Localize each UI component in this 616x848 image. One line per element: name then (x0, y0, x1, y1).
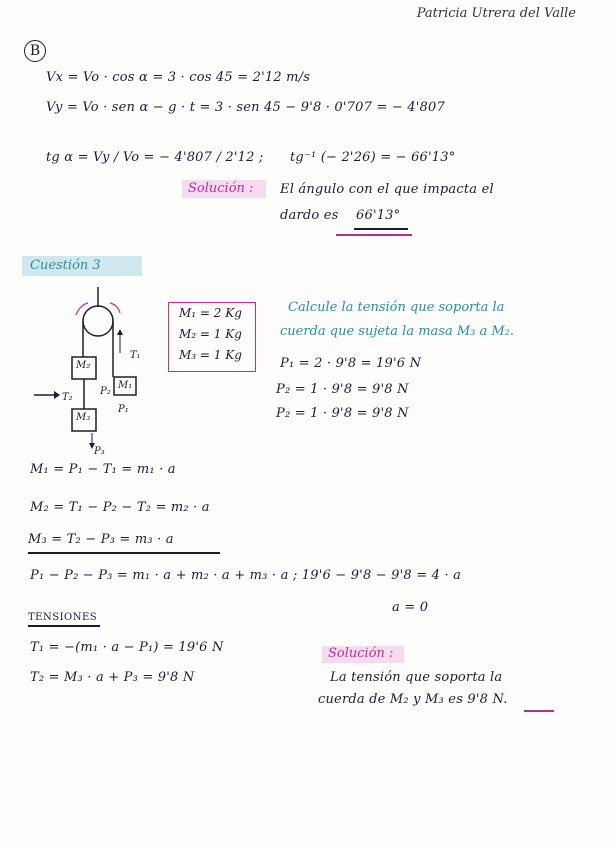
weight-p1: P₁ = 2 · 9'8 = 19'6 N (280, 356, 422, 371)
solution-b-underline (354, 228, 408, 230)
weight-p3: P₂ = 1 · 9'8 = 9'8 N (276, 406, 409, 421)
label-m1: M₁ (118, 380, 133, 391)
solution-b-value: 66'13° (356, 208, 401, 223)
sum-equation: P₁ − P₂ − P₃ = m₁ · a + m₂ · a + m₃ · a ; 19'6 − 9'8 − 9'8 = 4 · a (30, 568, 462, 583)
label-m2: M₂ (76, 360, 91, 371)
mass-2: M₂ = 1 Kg (179, 327, 242, 341)
solution-q3-text2: cuerda de M₂ y M₃ es 9'8 N. (318, 692, 508, 707)
acceleration-result: a = 0 (392, 600, 429, 615)
label-t2: T₂ (62, 392, 73, 403)
tg-inverse-equation: tg⁻¹ (− 2'26) = − 66'13° (290, 150, 456, 165)
eq-m3: M₃ = T₂ − P₃ = m₃ · a (28, 532, 174, 547)
label-p3: P₃ (94, 446, 105, 457)
solution-b-text1: El ángulo con el que impacta el (280, 182, 494, 197)
question-title: Cuestión 3 (30, 258, 101, 273)
author-name: Patricia Utrera del Valle (416, 6, 576, 21)
masses-box (168, 302, 256, 372)
tensions-title: TENSIONES (28, 612, 98, 623)
tension-t1: T₁ = −(m₁ · a − P₁) = 19'6 N (30, 640, 224, 655)
label-t1: T₁ (130, 350, 141, 361)
vx-equation: Vx = Vo · cos α = 3 · cos 45 = 2'12 m/s (46, 70, 311, 85)
section-b-marker: B (24, 40, 46, 62)
tension-t2: T₂ = M₃ · a + P₃ = 9'8 N (30, 670, 195, 685)
tg-equation: tg α = Vy / Vo = − 4'807 / 2'12 ; (46, 150, 264, 165)
label-m3: M₃ (76, 412, 91, 423)
solution-q3-underline (524, 710, 554, 712)
equations-divider (28, 552, 220, 554)
pulley-diagram (30, 285, 170, 460)
solution-b-underline-pink (336, 234, 412, 236)
label-p2: P₂ (100, 386, 111, 397)
solution-q3-text1: La tensión que soporta la (330, 670, 503, 685)
tensions-underline (28, 625, 100, 627)
eq-m2: M₂ = T₁ − P₂ − T₂ = m₂ · a (30, 500, 210, 515)
solution-b-label: Solución : (188, 181, 254, 196)
mass-1: M₁ = 2 Kg (179, 306, 242, 320)
mass-3: M₃ = 1 Kg (179, 348, 242, 362)
prompt-line1: Calcule la tensión que soporta la (288, 300, 505, 315)
solution-q3-label: Solución : (328, 646, 394, 661)
prompt-line2: cuerda que sujeta la masa M₃ a M₂. (280, 324, 515, 339)
weight-p2: P₂ = 1 · 9'8 = 9'8 N (276, 382, 409, 397)
solution-b-text2: dardo es (280, 208, 339, 223)
eq-m1: M₁ = P₁ − T₁ = m₁ · a (30, 462, 176, 477)
label-p1: P₁ (118, 404, 129, 415)
vy-equation: Vy = Vo · sen α − g · t = 3 · sen 45 − 9'8 · 0'707 = − 4'807 (46, 100, 445, 115)
